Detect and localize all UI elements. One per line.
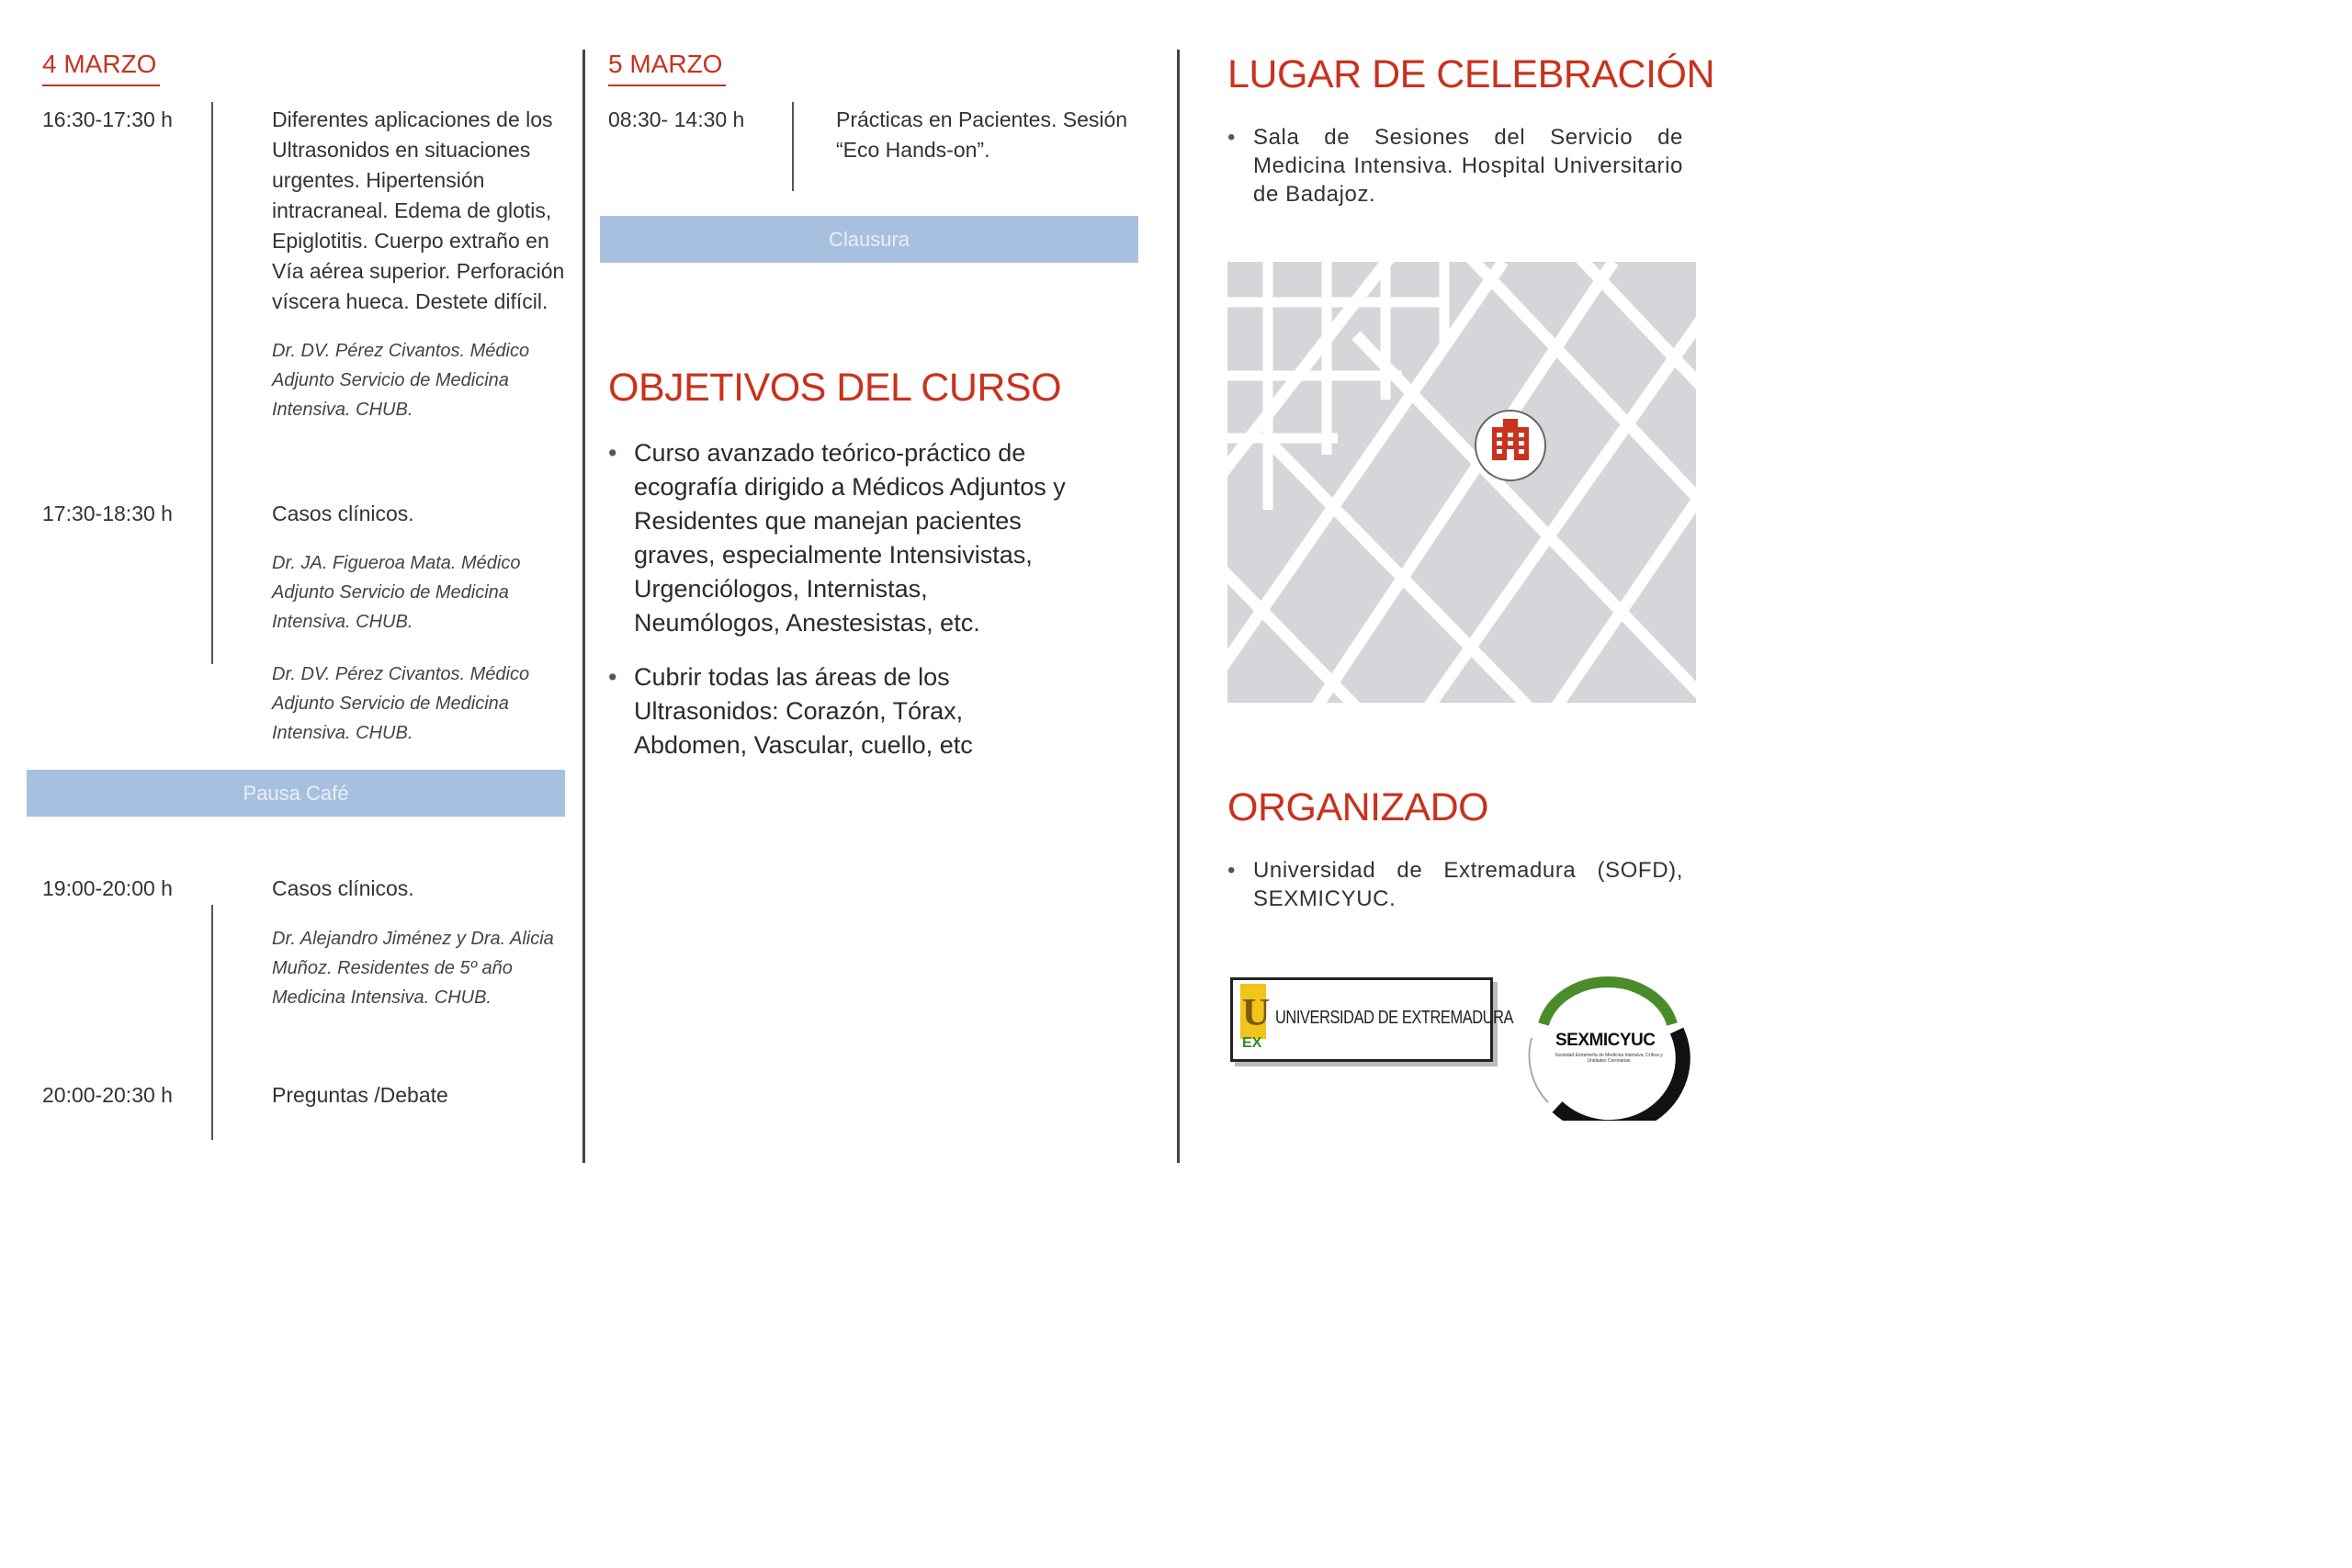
day2-title: 5 MARZO: [608, 51, 726, 86]
venue-list: [1227, 123, 1683, 209]
session-time: 08:30- 14:30 h: [608, 107, 745, 131]
timeline-divider: [792, 102, 794, 191]
objectives-title: OBJETIVOS DEL CURSO: [608, 366, 1062, 410]
timeline-divider: [211, 102, 213, 664]
closing-band: Clausura: [600, 216, 1138, 263]
sexmicyuc-logo: [1521, 974, 1695, 1121]
uex-logo: [1230, 977, 1514, 1062]
uex-name: UNIVERSIDAD DE EXTREMADURA: [1275, 1008, 1514, 1028]
column-separator: [582, 50, 585, 1163]
map-graphic: [1227, 262, 1696, 703]
organizer-list: [1227, 856, 1683, 913]
uex-sub: EX: [1242, 1035, 1262, 1051]
session-description: Preguntas /Debate: [272, 1083, 448, 1107]
session-description: Prácticas en Pacientes. Sesión “Eco Hands-on”.: [836, 107, 1128, 162]
objectives-list: [608, 436, 1068, 783]
objective-item: • Curso avanzado teórico-práctico de ecografía dirigido a Médicos Adjuntos y Residentes que manejan pacientes graves, especialmente Intensivistas, Urgenciólogos, Internistas, Neumólogos, Anestesistas, etc.: [608, 436, 1068, 640]
organizer-title: ORGANIZADO: [1227, 785, 1489, 829]
day1-title: 4 MARZO: [42, 51, 160, 86]
session-time: 19:00-20:00 h: [42, 876, 173, 900]
coffee-break-band: Pausa Café: [27, 770, 565, 817]
sexmicyuc-subtext: Sociedad Extremeña de Medicina Intensiva, Crítica y Unidades Coronarias: [1555, 1053, 1663, 1064]
uex-mark: U: [1242, 992, 1271, 1034]
objective-item: • Cubrir todas las áreas de los Ultrasonidos: Corazón, Tórax, Abdomen, Vascular, cuello, etc: [608, 660, 1068, 762]
session-speaker: Dr. DV. Pérez Civantos. Médico Adjunto Servicio de Medicina Intensiva. CHUB.: [272, 341, 530, 420]
venue-map: [1227, 262, 1696, 703]
session-time: 16:30-17:30 h: [42, 107, 173, 131]
column-separator: [1177, 50, 1180, 1163]
session-speaker: Dr. DV. Pérez Civantos. Médico Adjunto Servicio de Medicina Intensiva. CHUB.: [272, 664, 530, 743]
session-description: Casos clínicos.: [272, 876, 414, 900]
venue-item: • Sala de Sesiones del Servicio de Medicina Intensiva. Hospital Universitario de Badajoz.: [1227, 123, 1683, 209]
timeline-divider: [211, 905, 213, 1140]
organizer-item: • Universidad de Extremadura (SOFD), SEXMICYUC.: [1227, 856, 1683, 913]
session-speaker: Dr. JA. Figueroa Mata. Médico Adjunto Servicio de Medicina Intensiva. CHUB.: [272, 553, 521, 632]
venue-title: LUGAR DE CELEBRACIÓN: [1227, 52, 1715, 96]
sexmicyuc-name: SEXMICYUC: [1555, 1031, 1656, 1050]
session-description: Diferentes aplicaciones de los Ultrasonidos en situaciones urgentes. Hipertensión intracraneal. Edema de glotis, Epiglotitis. Cuerpo extraño en Vía aérea superior. Perforación víscera hueca. Destete difícil.: [272, 107, 565, 313]
session-description: Casos clínicos.: [272, 502, 414, 525]
session-time: 20:00-20:30 h: [42, 1083, 173, 1107]
session-time: 17:30-18:30 h: [42, 502, 173, 525]
session-speaker: Dr. Alejandro Jiménez y Dra. Alicia Muñoz. Residentes de 5º año Medicina Intensiva. CHUB.: [272, 929, 554, 1008]
